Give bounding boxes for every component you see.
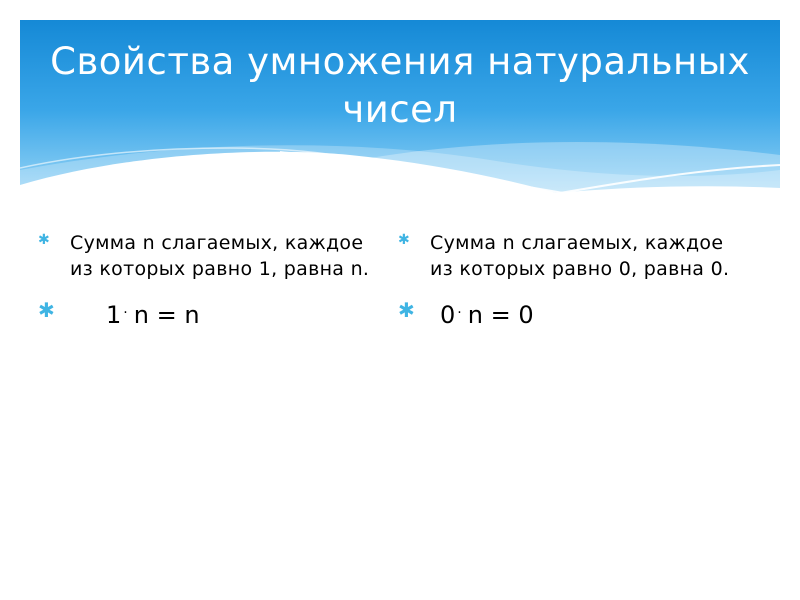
left-column <box>38 230 378 330</box>
left-formula-item <box>38 298 378 330</box>
asterisk-bullet-icon: ✱ <box>398 232 411 248</box>
asterisk-bullet-icon: ✱ <box>38 298 55 322</box>
left-statement-text: Сумма n слагаемых, каждое из которых равно 1, равна n. <box>70 232 370 280</box>
right-statement-text: Сумма n слагаемых, каждое из которых равно 0, равна 0. <box>430 232 730 280</box>
right-formula-rhs: n = 0 <box>467 301 534 329</box>
multiply-dot: · <box>123 305 128 321</box>
slide <box>20 20 780 580</box>
multiply-dot: · <box>457 305 462 321</box>
asterisk-bullet-icon: ✱ <box>38 232 51 248</box>
left-statement-item <box>38 230 378 282</box>
left-formula <box>70 301 200 329</box>
right-statement-item <box>398 230 738 282</box>
title-banner <box>20 20 780 220</box>
right-formula-lhs: 0 <box>440 301 456 329</box>
right-column <box>398 230 738 330</box>
slide-title: Свойства умножения натуральных чисел <box>50 40 750 131</box>
right-formula-item <box>398 298 738 330</box>
left-formula-lhs: 1 <box>106 301 122 329</box>
asterisk-bullet-icon: ✱ <box>398 298 415 322</box>
right-formula <box>430 301 534 329</box>
left-formula-rhs: n = n <box>133 301 200 329</box>
